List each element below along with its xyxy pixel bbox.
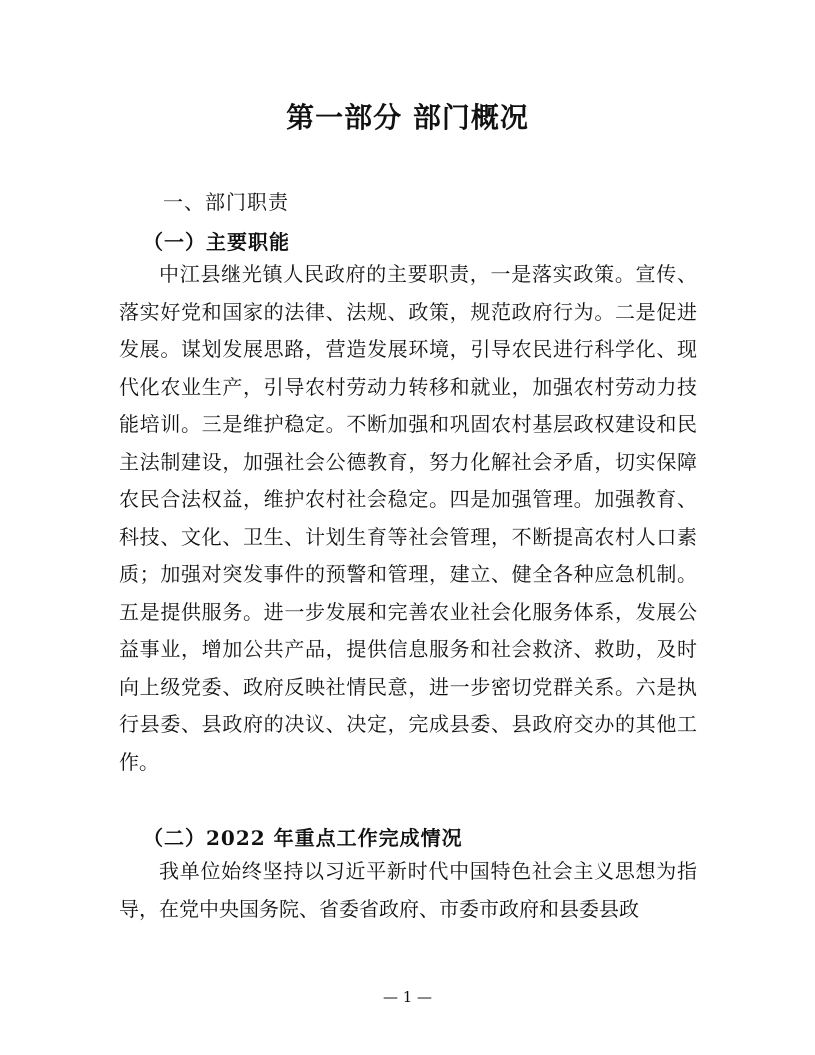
section-heading-duties: 一、部门职责 xyxy=(163,190,289,214)
paragraph-key-work: 我单位始终坚持以习近平新时代中国特色社会主义思想为指导，在党中央国务院、省委省政府、市委市政府和县委县政 xyxy=(119,859,697,921)
page-title: 第一部分 部门概况 xyxy=(286,101,529,134)
paragraph-main-functions: 中江县继光镇人民政府的主要职责，一是落实政策。宣传、落实好党和国家的法律、法规、政策，规范政府行为。二是促进发展。谋划发展思路，营造发展环境，引导农民进行科学化、现代化农业生产，引导农村劳动力转移和就业，加强农村劳动力技能培训。三是维护稳定。不断加强和巩固农村基层政权建设和民主法制建设，加强社会公德教育，努力化解社会矛盾，切实保障农民合法权益，维护农村社会稳定。四是加强管理。加强教育、科技、文化、卫生、计划生育等社会管理，不断提高农村人口素质；加强对突发事件的预警和管理，建立、健全各种应急机制。五是提供服务。进一步发展和完善农业社会化服务体系，发展公益事业，增加公共产品，提供信息服务和社会救济、救助，及时向上级党委、政府反映社情民意，进一步密切党群关系。六是执行县委、县政府的决议、决定，完成县委、县政府交办的其他工作。 xyxy=(119,262,697,774)
subsection-heading-key-work: （二）2022 年重点工作完成情况 xyxy=(143,826,463,850)
page-number: — 1 — xyxy=(382,988,433,1006)
subsection-heading-main-functions: （一）主要职能 xyxy=(143,230,290,254)
